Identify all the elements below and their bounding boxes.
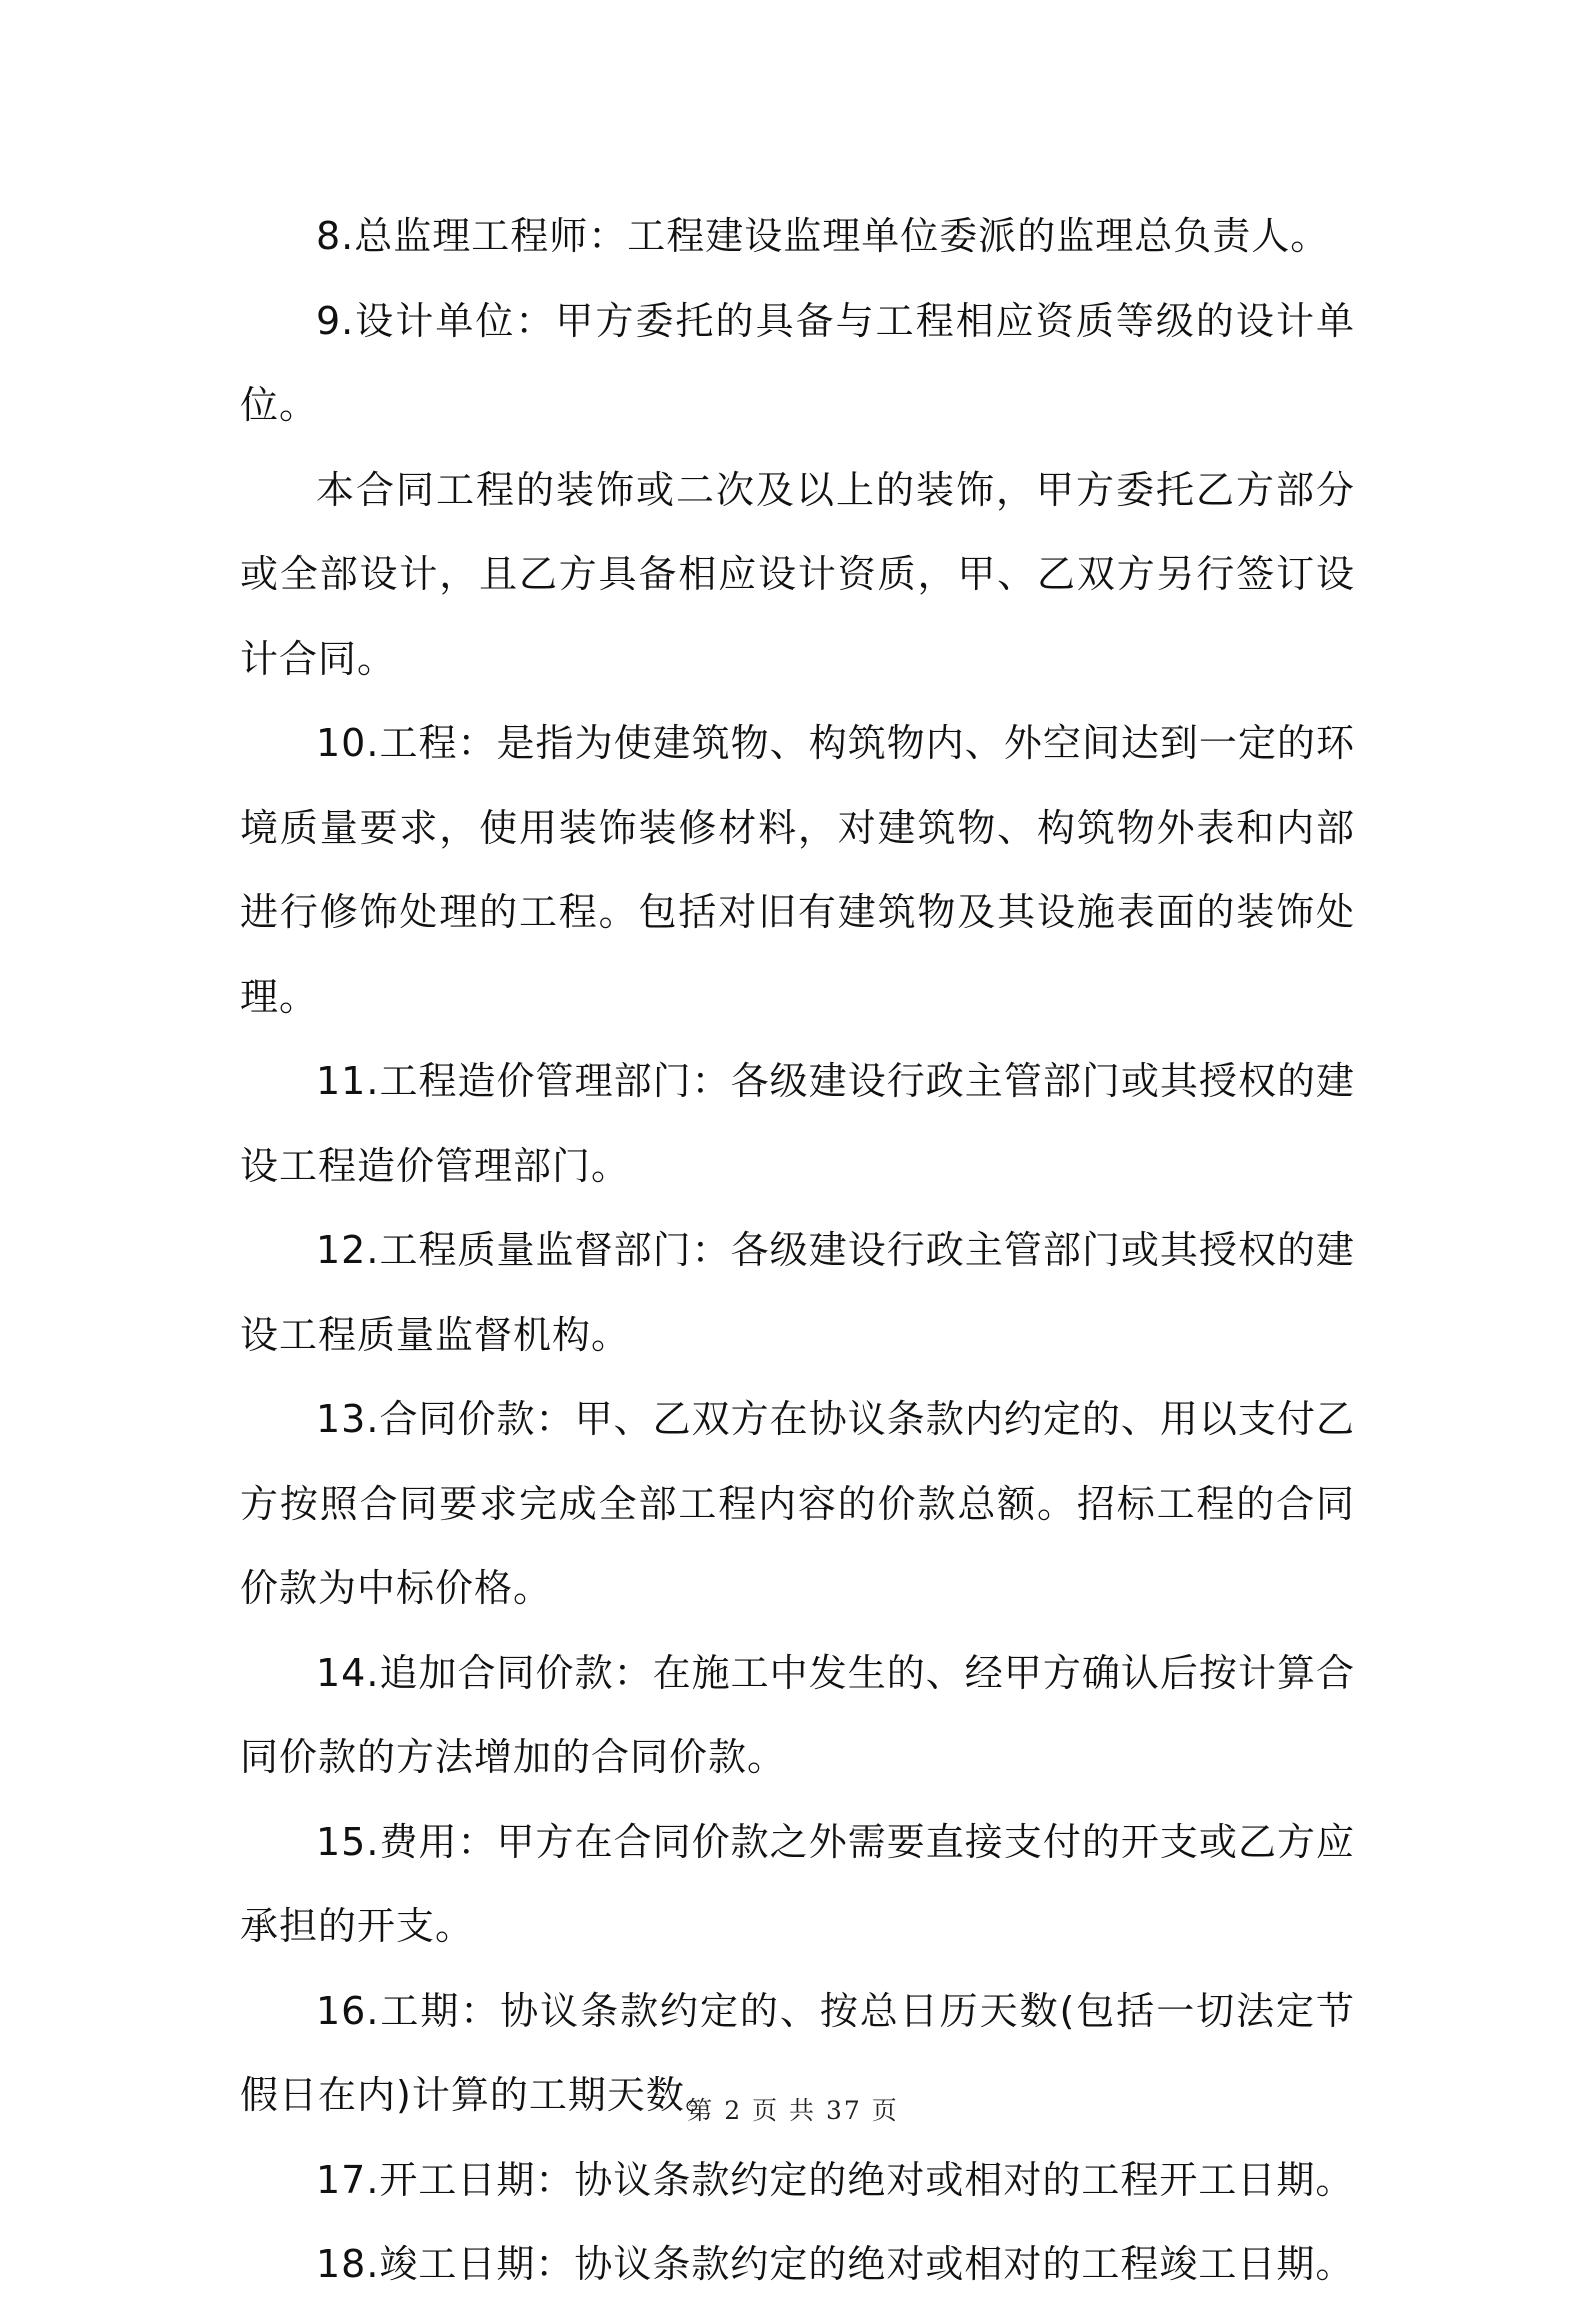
paragraph-item-12: 12.工程质量监督部门：各级建设行政主管部门或其授权的建设工程质量监督机构。 [240, 1228, 1355, 1357]
paragraph-item-8: 8.总监理工程师：工程建设监理单位委派的监理总负责人。 [316, 214, 1330, 258]
paragraph-item-9: 9.设计单位：甲方委托的具备与工程相应资质等级的设计单位。 [240, 298, 1355, 427]
paragraph-item-15: 15.费用：甲方在合同价款之外需要直接支付的开支或乙方应承担的开支。 [240, 1819, 1355, 1948]
paragraph-item-10: 10.工程：是指为使建筑物、构筑物内、外空间达到一定的环境质量要求，使用装饰装修材料，对建筑物、构筑物外表和内部进行修饰处理的工程。包括对旧有建筑物及其设施表面的装饰处理。 [240, 721, 1355, 1019]
paragraph-item-17: 17.开工日期：协议条款约定的绝对或相对的工程开工日期。 [316, 2157, 1355, 2202]
paragraph-design-note: 本合同工程的装饰或二次及以上的装饰，甲方委托乙方部分或全部设计，且乙方具备相应设计资质，甲、乙双方另行签订设计合同。 [240, 467, 1355, 681]
paragraph-item-13: 13.合同价款：甲、乙双方在协议条款内约定的、用以支付乙方按照合同要求完成全部工程内容的价款总额。招标工程的合同价款为中标价格。 [240, 1397, 1355, 1610]
paragraph-item-18: 18.竣工日期：协议条款约定的绝对或相对的工程竣工日期。 [316, 2242, 1355, 2286]
paragraph-item-16: 16.工期：协议条款约定的、按总日历天数(包括一切法定节假日在内)计算的工期天数。 [240, 1988, 1355, 2117]
paragraph-item-14: 14.追加合同价款：在施工中发生的、经甲方确认后按计算合同价款的方法增加的合同价款。 [240, 1650, 1355, 1779]
paragraph-item-11: 11.工程造价管理部门：各级建设行政主管部门或其授权的建设工程造价管理部门。 [240, 1059, 1355, 1188]
page-number-footer: 第 2 页 共 37 页 [687, 2096, 899, 2125]
document-body [240, 194, 1355, 2307]
